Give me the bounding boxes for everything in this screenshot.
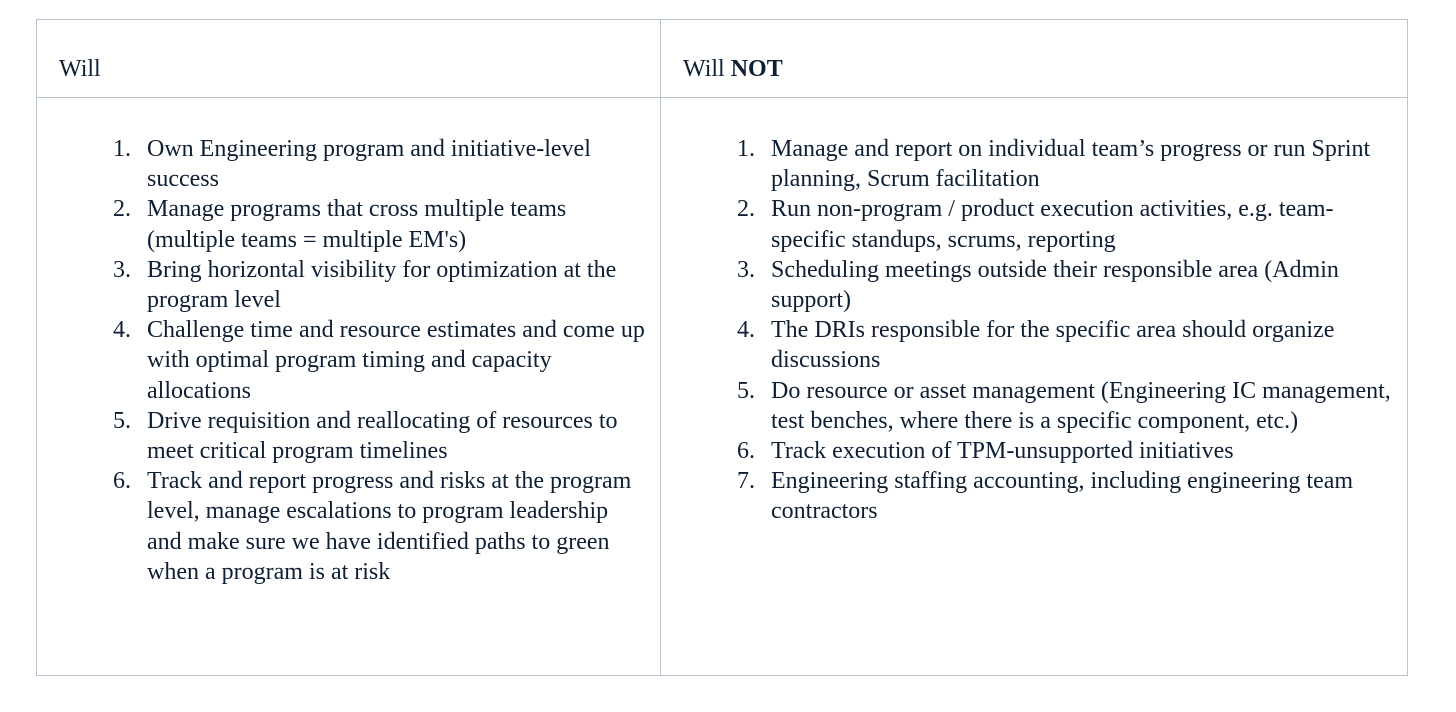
list-item-text: Do resource or asset management (Engineering IC management, test benches, where there is a specific component, etc.) xyxy=(771,377,1391,434)
list-number: 1. xyxy=(113,136,131,162)
will-not-list xyxy=(661,134,1407,527)
list-number: 6. xyxy=(737,438,755,465)
will-list-item xyxy=(37,315,660,406)
list-number: 7. xyxy=(737,468,755,495)
list-item-text: Bring horizontal visibility for optimization at the program level xyxy=(147,256,617,314)
will-list-item xyxy=(37,194,660,254)
list-number: 4. xyxy=(113,317,131,344)
list-item-text: Engineering staffing accounting, including engineering team contractors xyxy=(771,468,1354,525)
header-will-label: Will xyxy=(59,56,101,82)
will-list xyxy=(37,134,660,587)
list-number: 6. xyxy=(113,468,131,495)
will-not-list-item xyxy=(661,255,1407,315)
will-not-column xyxy=(661,98,1407,675)
list-item-text: The DRIs responsible for the specific area should organize discussions xyxy=(771,317,1335,374)
list-item-text: Track execution of TPM-unsupported initiatives xyxy=(771,438,1234,465)
will-list-item xyxy=(37,466,660,587)
header-will-not xyxy=(661,20,1407,98)
list-number: 2. xyxy=(737,196,755,223)
list-number: 3. xyxy=(113,256,131,283)
list-number: 5. xyxy=(737,377,755,404)
will-list-item xyxy=(37,406,660,466)
will-not-list-item xyxy=(661,376,1407,436)
list-item-text: Run non-program / product execution activities, e.g. team-specific standups, scrums, reporting xyxy=(771,196,1334,253)
header-will-not-prefix: Will xyxy=(683,56,725,82)
list-number: 2. xyxy=(113,196,131,223)
list-item-text: Scheduling meetings outside their responsible area (Admin support) xyxy=(771,256,1339,314)
list-number: 5. xyxy=(113,407,131,434)
header-will-not-emphasis: NOT xyxy=(730,56,783,82)
will-list-item xyxy=(37,134,660,194)
list-number: 3. xyxy=(737,256,755,283)
list-item-text: Drive requisition and reallocating of resources to meet critical program timelines xyxy=(147,407,618,465)
header-will xyxy=(37,20,661,98)
list-item-text: Manage and report on individual team’s progress or run Sprint planning, Scrum facilitation xyxy=(771,136,1371,193)
will-not-list-item xyxy=(661,466,1407,526)
will-not-list-item xyxy=(661,436,1407,466)
will-will-not-table xyxy=(36,19,1408,676)
will-not-list-item xyxy=(661,315,1407,375)
list-item-text: Own Engineering program and initiative-level success xyxy=(147,136,591,193)
will-list-item xyxy=(37,255,660,315)
list-number: 4. xyxy=(737,317,755,344)
list-item-text: Track and report progress and risks at the program level, manage escalations to program leadership and make sure we have identified paths to green when a program is at risk xyxy=(147,468,632,585)
list-item-text: Challenge time and resource estimates and come up with optimal program timing and capacity allocations xyxy=(147,317,645,404)
will-column xyxy=(37,98,661,675)
list-item-text: Manage programs that cross multiple teams (multiple teams = multiple EM's) xyxy=(147,196,567,253)
will-not-list-item xyxy=(661,134,1407,194)
will-not-list-item xyxy=(661,194,1407,254)
list-number: 1. xyxy=(737,136,755,162)
